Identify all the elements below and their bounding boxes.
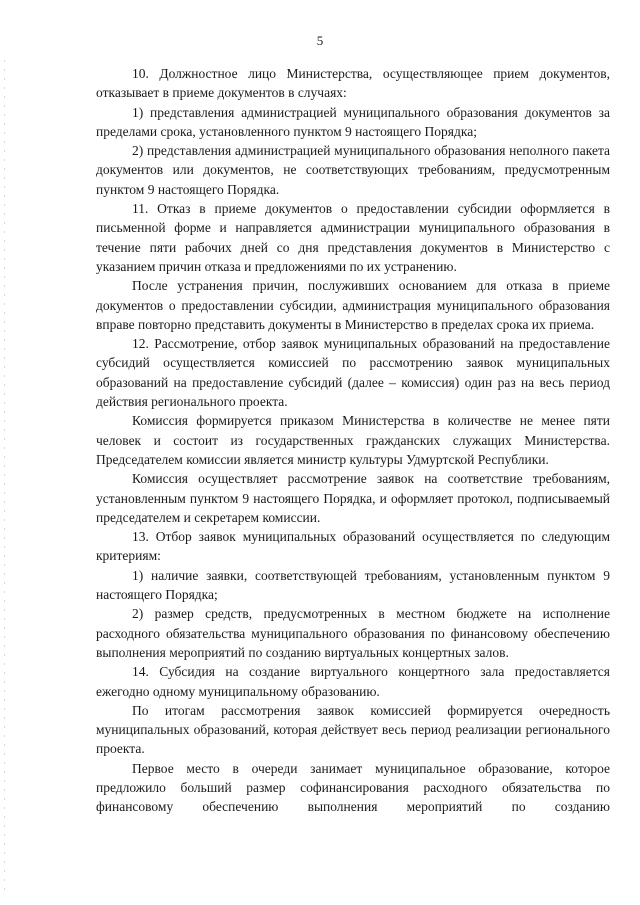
paragraph-13-criterion-2: 2) размер средств, предусмотренных в местном бюджете на исполнение расходного обязательства муниципального образования по финансовому обеспечению выполнения мероприятий по созданию виртуальных концертных залов.: [96, 606, 610, 660]
paragraph-14-queue: По итогам рассмотрения заявок комиссией формируется очередность муниципальных образований, которая действует весь период реализации регионального проекта.: [96, 702, 610, 757]
paragraph-13-criterion-1: 1) наличие заявки, соответствующей требованиям, установленным пунктом 9 настоящего Порядка;: [96, 567, 610, 603]
paragraph-14: 14. Субсидия на создание виртуального концертного зала предоставляется ежегодно одному муниципальному образованию.: [96, 664, 610, 699]
scan-edge-mark: [4, 60, 5, 890]
paragraph-10: 10. Должностное лицо Министерства, осуществляющее прием документов, отказывает в приеме документов в случаях:: [96, 66, 610, 101]
paragraph-12-commission-composition: Комиссия формируется приказом Министерства в количестве не менее пяти человек и состоит из государственных гражданских служащих Министерства. Председателем комиссии является министр культуры Удмуртской Республики.: [96, 413, 610, 467]
paragraph-10-item-1: 1) представления администрацией муниципального образования документов за пределами срока, установленного пунктом 9 настоящего Порядка;: [96, 104, 610, 139]
paragraph-12: 12. Рассмотрение, отбор заявок муниципальных образований на предоставление субсидий осуществляется комиссией по рассмотрению заявок муниципальных образований на предоставление субсидий (далее – комиссия) один раз на весь период действия регионального проекта.: [96, 336, 610, 410]
document-body: [96, 64, 610, 817]
paragraph-12-commission-review: Комиссия осуществляет рассмотрение заявок на соответствие требованиям, установленным пунктом 9 настоящего Порядка, и оформляет протокол, подписываемый председателем и секретарем комиссии.: [96, 471, 610, 525]
paragraph-11-resubmission: После устранения причин, послуживших основанием для отказа в приеме документов о предоставлении субсидии, администрация муниципального образования вправе повторно представить документы в Министерство в пределах срока их приема.: [96, 278, 610, 332]
paragraph-13: 13. Отбор заявок муниципальных образований осуществляется по следующим критериям:: [96, 529, 610, 564]
paragraph-10-item-2: 2) представления администрацией муниципального образования неполного пакета документов или документов, не соответствующих требованиям, предусмотренным пунктом 9 настоящего Порядка.: [96, 143, 610, 197]
paragraph-14-first-place: Первое место в очереди занимает муниципальное образование, которое предложило больший размер софинансирования расходного обязательства по финансовому обеспечению выполнения мероприятий по созданию: [96, 760, 610, 815]
page-number: 5: [316, 33, 324, 48]
paragraph-11: 11. Отказ в приеме документов о предоставлении субсидии оформляется в письменной форме и направляется администрации муниципального образования в течение пяти рабочих дней со дня представления документов в Министерство с указанием причин отказа и предложениями по их устранению.: [96, 201, 610, 274]
